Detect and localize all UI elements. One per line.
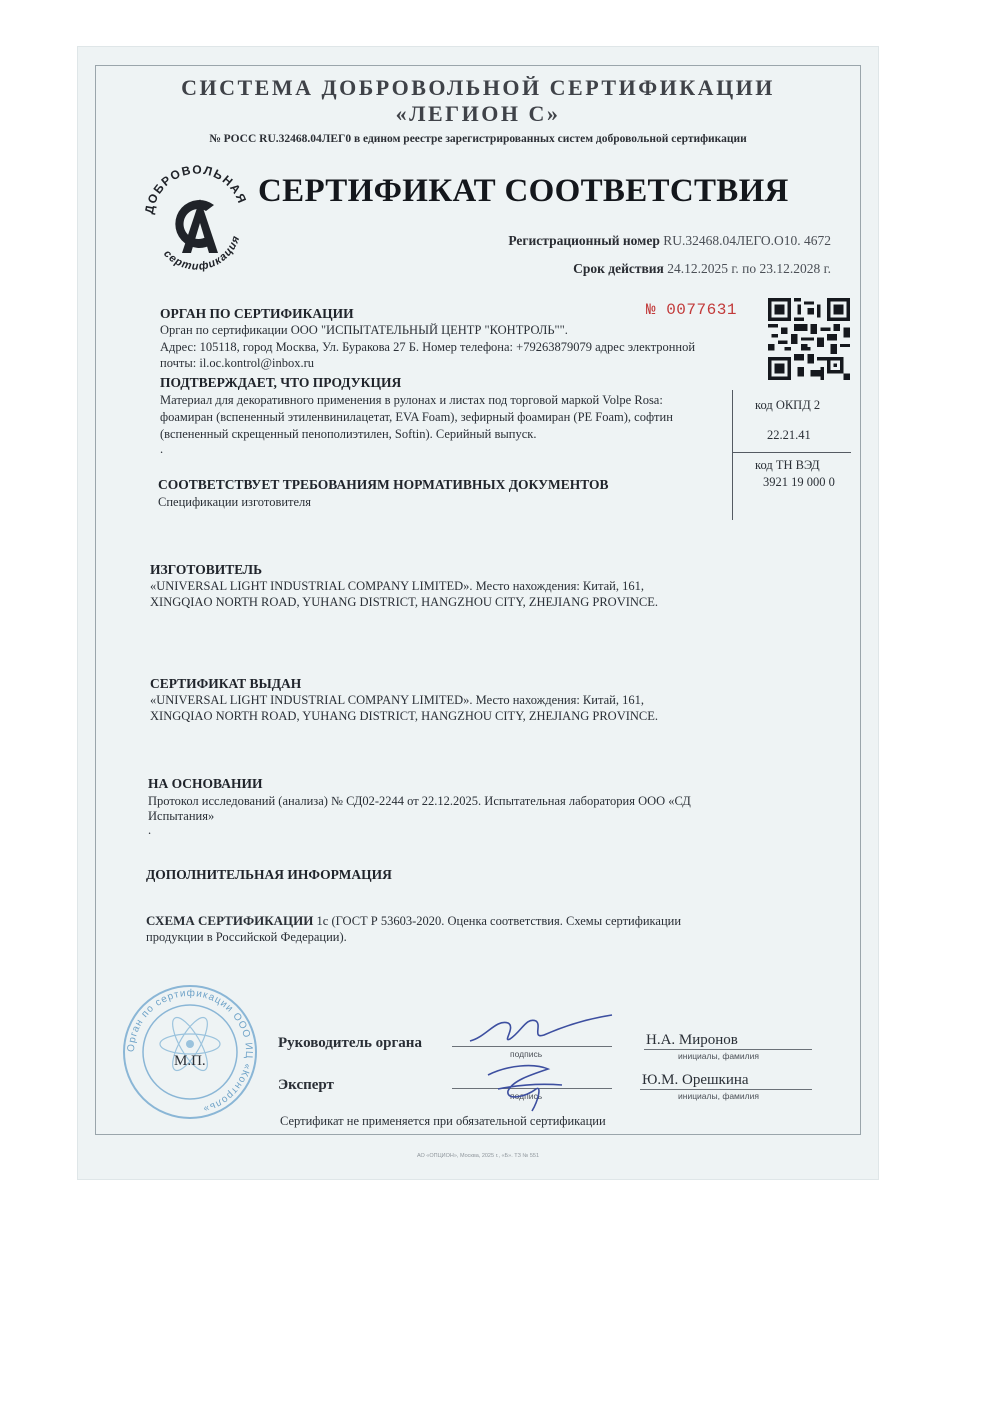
scheme-label: СХЕМА СЕРТИФИКАЦИИ (146, 913, 314, 928)
issued-to-line-2: XINGQIAO NORTH ROAD, YUHANG DISTRICT, HANGZHOU CITY, ZHEJIANG PROVINCE. (150, 709, 659, 723)
stamp-ring-text: Орган по сертификации ООО ИЦ «Контроль» (125, 987, 255, 1115)
head-name-line (644, 1049, 812, 1050)
head-signature-icon (466, 1009, 616, 1049)
cert-body-address: Адрес: 105118, город Москва, Ул. Буракова 27 Б. Номер телефона: +79263879079 адрес электронной (160, 340, 696, 354)
issued-to-line-1: «UNIVERSAL LIGHT INDUSTRIAL COMPANY LIMITED». Место нахождения: Китай, 161, (150, 693, 644, 707)
head-name-caption: инициалы, фамилия (678, 1051, 759, 1061)
expert-name: Ю.М. Орешкина (642, 1072, 749, 1088)
product-line-2: фоамиран (вспененный этиленвинилацетат, EVA Foam), зефирный фоамиран (PE Foam), софтин (160, 410, 673, 424)
expert-label: Эксперт (278, 1077, 334, 1093)
basis-line-1: Протокол исследований (анализа) № СД02-2244 от 22.12.2025. Испытательная лаборатория ООО «СД (148, 794, 691, 808)
manufacturer-line-2: XINGQIAO NORTH ROAD, YUHANG DISTRICT, HANGZHOU CITY, ZHEJIANG PROVINCE. (150, 595, 659, 609)
basis-heading: НА ОСНОВАНИИ (148, 776, 263, 791)
manufacturer-line-1: «UNIVERSAL LIGHT INDUSTRIAL COMPANY LIMITED». Место нахождения: Китай, 161, (150, 579, 644, 593)
okpd-value: 22.21.41 (767, 428, 811, 442)
expert-name-caption: инициалы, фамилия (678, 1091, 759, 1101)
product-heading: ПОДТВЕРЖДАЕТ, ЧТО ПРОДУКЦИЯ (160, 375, 402, 390)
qr-code-icon (768, 298, 850, 380)
issued-to-heading: СЕРТИФИКАТ ВЫДАН (150, 676, 302, 691)
system-title: СИСТЕМА ДОБРОВОЛЬНОЙ СЕРТИФИКАЦИИ (181, 75, 775, 100)
validity-label: Срок действия (573, 261, 664, 276)
expert-signature-icon (478, 1055, 588, 1115)
cert-body-name: Орган по сертификации ООО "ИСПЫТАТЕЛЬНЫЙ ЦЕНТР "КОНТРОЛЬ"". (160, 323, 568, 337)
system-registry-text: № РОСС RU.32468.04ЛЕГ0 в едином реестре зарегистрированных систем добровольной сертификации (209, 133, 747, 145)
product-line-1: Материал для декоративного применения в рулонах и листах под торговой маркой Volpe Rosa: (160, 393, 663, 407)
product-codes-box (732, 390, 851, 520)
registration-label: Регистрационный номер (508, 233, 660, 248)
logo-ring-top-text: ДОБРОВОЛЬНАЯ (142, 162, 250, 216)
validity-value: 24.12.2025 г. по 23.12.2028 г. (667, 261, 831, 276)
print-info: АО «ОПЦИОН», Москва, 2025 г., «Б». ТЗ № 551 (416, 1153, 540, 1159)
stamp-place-label: М.П. (174, 1053, 206, 1069)
manufacturer-heading: ИЗГОТОВИТЕЛЬ (150, 562, 263, 577)
codes-separator (733, 452, 851, 453)
certificate-title: СЕРТИФИКАТ СООТВЕТСТВИЯ (258, 173, 789, 209)
head-label: Руководитель органа (278, 1035, 422, 1051)
scheme-line-2: продукции в Российской Федерации). (146, 930, 347, 944)
expert-sign-caption: подпись (510, 1091, 543, 1101)
requirements-heading: СООТВЕТСТВУЕТ ТРЕБОВАНИЯМ НОРМАТИВНЫХ ДОКУМЕНТОВ (158, 477, 609, 492)
basis-line-3: . (148, 823, 152, 837)
requirements-text: Спецификации изготовителя (158, 495, 312, 509)
scheme-text: 1с (ГОСТ Р 53603-2020. Оценка соответствия. Схемы сертификации (316, 914, 682, 928)
product-line-3: (вспененный скрещенный пенополиэтилен, Softin). Серийный выпуск. (160, 427, 537, 441)
tnved-label: код ТН ВЭД (755, 458, 820, 472)
product-line-4: . (160, 442, 164, 456)
legion-c-logo-icon (136, 161, 256, 281)
head-name: Н.А. Миронов (646, 1032, 738, 1048)
cert-body-email: почты: il.oc.kontrol@inbox.ru (160, 356, 314, 370)
svg-text:Орган по сертификации ООО ИЦ « (126, 987, 254, 1115)
tnved-value: 3921 19 000 0 (763, 475, 835, 489)
okpd-label: код ОКПД 2 (755, 398, 821, 412)
serial-number: № 0077631 (646, 301, 737, 319)
certificate-sheet (78, 47, 878, 1179)
mandatory-cert-note: Сертификат не применяется при обязательной сертификации (280, 1114, 606, 1128)
validity-period (573, 261, 831, 277)
head-sign-caption: подпись (510, 1049, 543, 1059)
cert-body-heading: ОРГАН ПО СЕРТИФИКАЦИИ (160, 306, 354, 321)
registration-value: RU.32468.04ЛЕГО.О10. 4672 (663, 233, 831, 248)
expert-name-line (640, 1089, 812, 1090)
organization-stamp (120, 982, 260, 1122)
additional-info-heading: ДОПОЛНИТЕЛЬНАЯ ИНФОРМАЦИЯ (146, 867, 392, 882)
logo-ring-bottom-text: сертификация (161, 233, 243, 273)
registration-number (508, 233, 831, 249)
scheme-line-1 (146, 913, 681, 930)
system-name: «ЛЕГИОН С» (395, 101, 561, 126)
basis-line-2: Испытания» (148, 809, 215, 823)
